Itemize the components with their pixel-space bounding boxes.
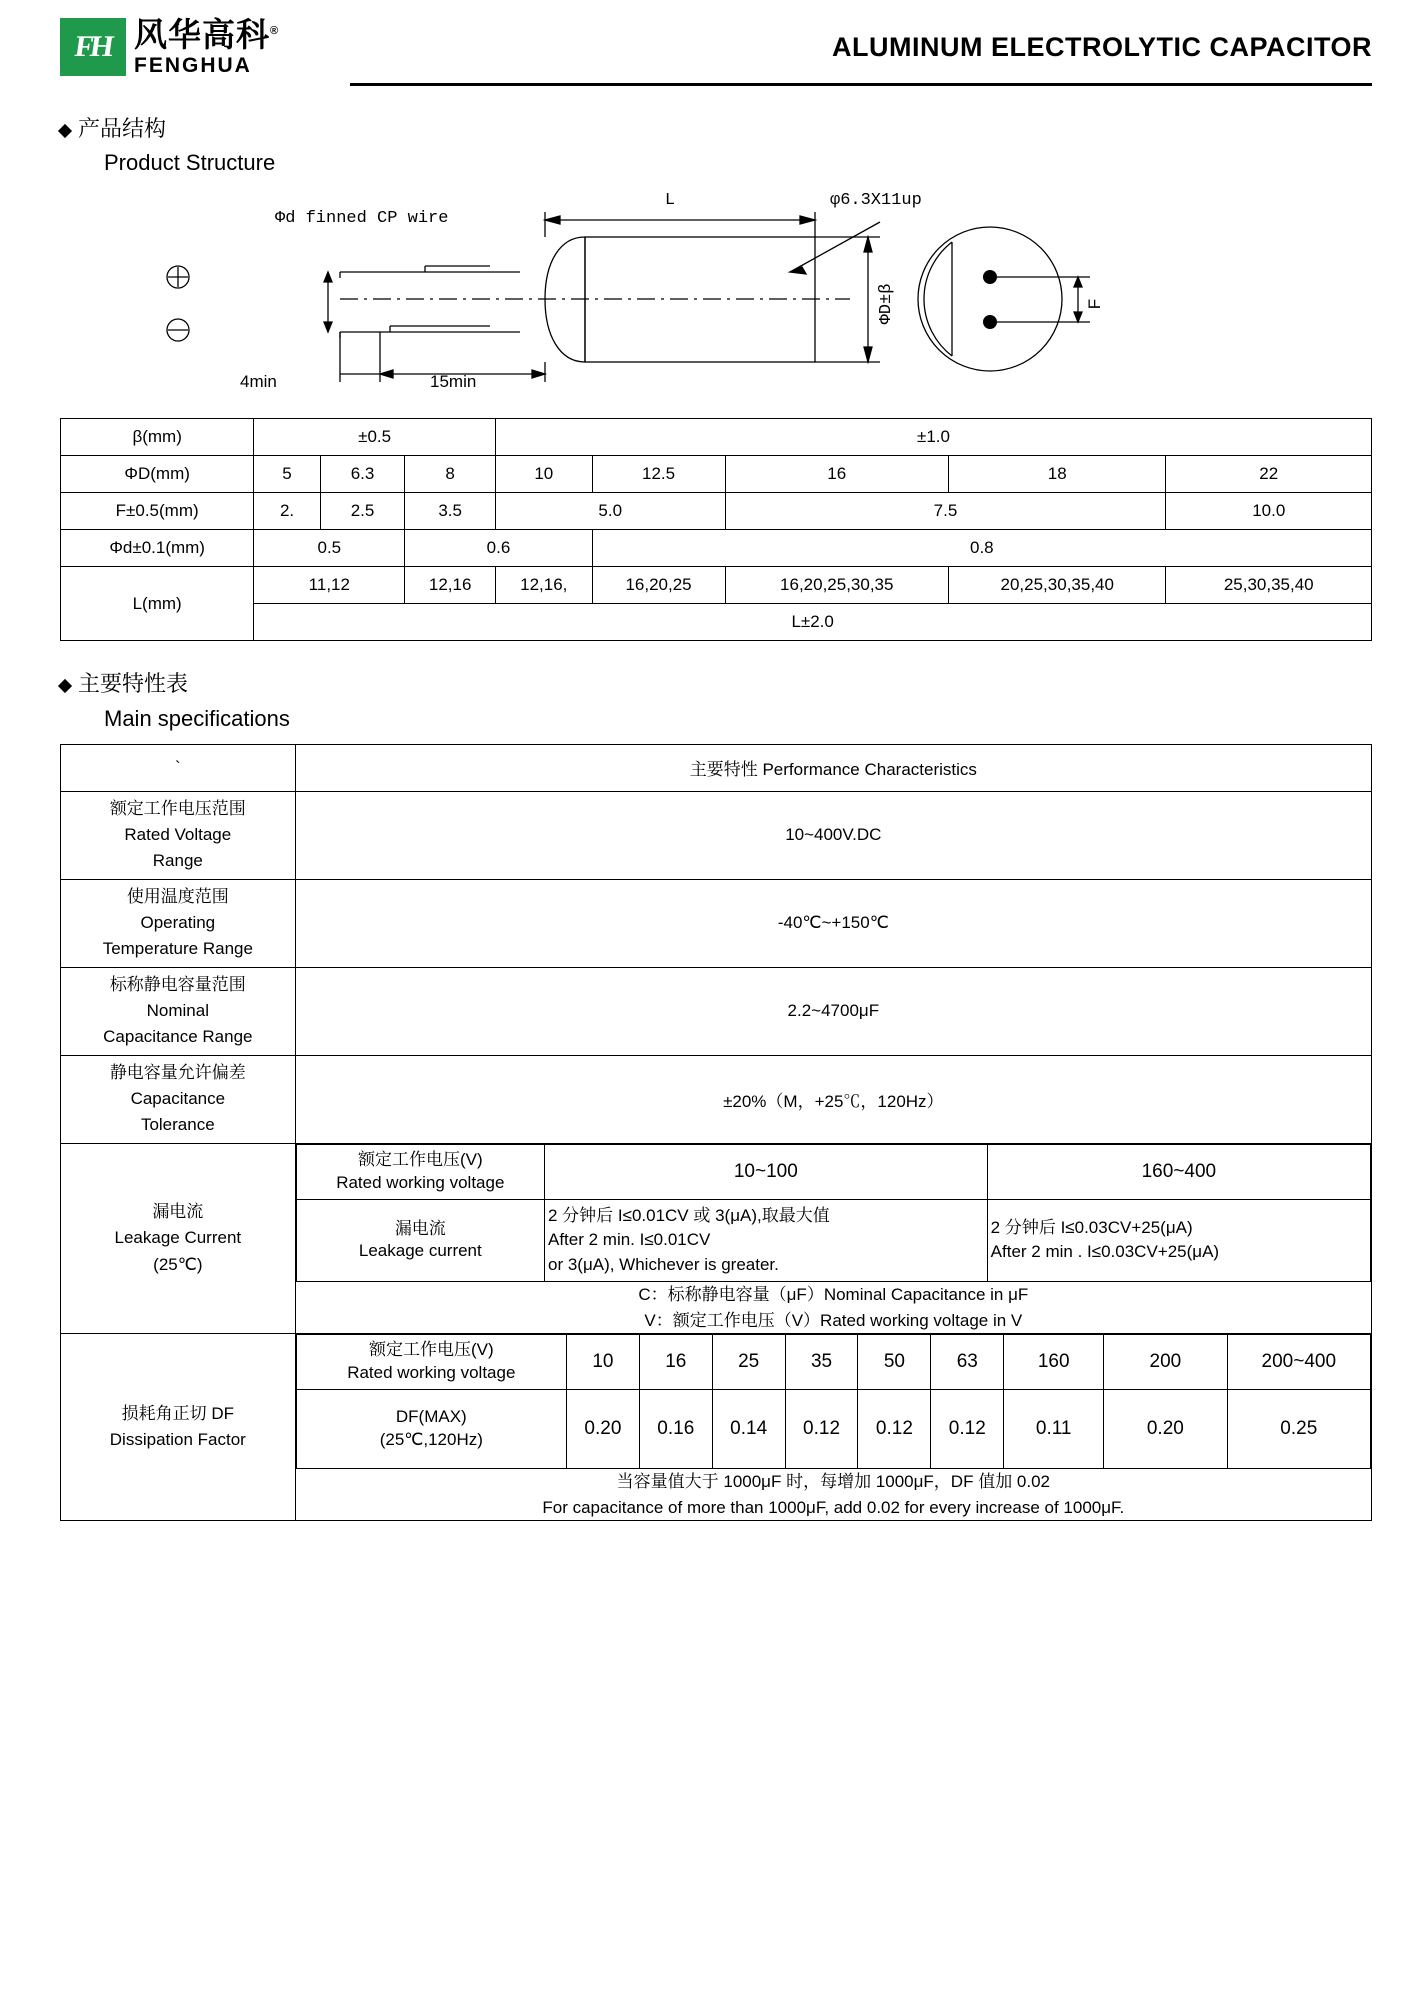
spec-column-header: 主要特性 Performance Characteristics [295,744,1371,791]
leakage-current-value-1 [544,1199,987,1282]
row-label-phid: Φd±0.1(mm) [61,530,254,567]
L-16-20-25: 16,20,25 [592,567,725,604]
leakage-nested-table [296,1144,1371,1334]
main-specs-title-en: Main specifications [104,705,290,731]
page-header [0,0,1427,77]
label-line: 静电容量允许偏差 [109,1062,246,1082]
phiD-16: 16 [725,456,949,493]
table-row [61,1143,1372,1334]
product-structure-heading [60,116,1372,142]
logo-mark-text: FH [72,30,114,64]
registered-mark-icon: ® [270,25,280,37]
df-value-10: 0.20 [566,1390,639,1469]
label-line: Range [152,851,203,871]
row-label-F: F±0.5(mm) [61,493,254,530]
df-voltage-200-400: 200~400 [1227,1335,1370,1390]
table-row [61,879,1372,967]
df-value-200-400: 0.25 [1227,1390,1370,1469]
drawing-label-phi63: φ6.3X11up [830,191,922,211]
spec-label-capacitance-range [61,967,296,1055]
table-row [296,1469,1370,1495]
label-line: 标称静电容量范围 [109,974,246,994]
df-value-200: 0.20 [1104,1390,1227,1469]
label-line: DF(MAX) [395,1407,467,1427]
label-line: 额定工作电压(V) [357,1149,483,1169]
spec-label-temperature-range [61,879,296,967]
product-structure-title-cn: 产品结构 [78,115,167,141]
label-line: Capacitance [130,1088,226,1108]
df-note-cn: 当容量值大于 1000μF 时，每增加 1000μF，DF 值加 0.02 [616,1472,1050,1492]
logo-text-block [134,18,279,77]
drawing-label-4min: 4min [240,372,277,392]
F-3p5: 3.5 [405,493,496,530]
label-line: Nominal [146,1000,209,1020]
df-voltage-25: 25 [712,1335,785,1390]
capacitor-technical-drawing [60,182,1372,402]
phiD-8: 8 [405,456,496,493]
label-line: 额定工作电压(V) [368,1340,494,1360]
drawing-label-15min: 15min [430,372,477,392]
L-16-35: 16,20,25,30,35 [725,567,949,604]
F-2: 2. [254,493,320,530]
table-row [61,567,1372,604]
dimension-table [60,418,1372,641]
label-line: Operating [140,912,216,932]
phiD-5: 5 [254,456,320,493]
value-line: 2 分钟后 I≤0.03CV+25(μA) [990,1217,1193,1237]
df-voltage-160: 160 [1004,1335,1104,1390]
df-voltage-200: 200 [1104,1335,1227,1390]
spec-corner-cell: ` [61,744,296,791]
L-20-40: 20,25,30,35,40 [949,567,1166,604]
spec-label-capacitance-tolerance [61,1055,296,1143]
product-structure-title-en: Product Structure [104,150,276,176]
phiD-6p3: 6.3 [320,456,405,493]
table-row [61,456,1372,493]
label-line: Leakage Current [114,1228,242,1248]
spec-label-dissipation-factor [61,1334,296,1521]
leakage-voltage-range-2: 160~400 [987,1144,1370,1199]
leakage-voltage-label [296,1144,544,1199]
df-value-35: 0.12 [785,1390,858,1469]
label-line: Capacitance Range [103,1027,253,1047]
specifications-table [60,744,1372,1522]
label-line: Leakage current [358,1241,482,1261]
table-row [61,419,1372,456]
label-line: 损耗角正切 DF [121,1404,235,1424]
label-line: Tolerance [140,1115,215,1135]
L-12-16: 12,16 [405,567,496,604]
beta-value-2: ±1.0 [495,419,1371,456]
df-value-50: 0.12 [858,1390,931,1469]
spec-value-capacitance-range: 2.2~4700μF [295,967,1371,1055]
diamond-bullet-icon [58,679,72,693]
label-line: Rated working voltage [336,1172,505,1192]
phid-0p5: 0.5 [254,530,405,567]
F-10p0: 10.0 [1166,493,1372,530]
value-line: After 2 min. I≤0.01CV [547,1230,711,1250]
row-label-phiD: ΦD(mm) [61,456,254,493]
spec-value-rated-voltage: 10~400V.DC [295,791,1371,879]
leakage-note-c: C：标称静电容量（μF）Nominal Capacitance in μF [638,1285,1029,1305]
drawing-label-F: F [1085,298,1104,310]
F-5p0: 5.0 [495,493,725,530]
spec-value-capacitance-tolerance: ±20%（M，+25℃，120Hz） [295,1055,1371,1143]
spec-label-rated-voltage [61,791,296,879]
label-line: Temperature Range [102,939,253,959]
phid-0p6: 0.6 [405,530,592,567]
L-12-16b: 12,16, [495,567,592,604]
df-value-25: 0.14 [712,1390,785,1469]
df-value-63: 0.12 [931,1390,1004,1469]
table-row [296,1335,1370,1390]
leakage-current-value-2 [987,1199,1370,1282]
F-2p5: 2.5 [320,493,405,530]
table-row [296,1495,1370,1521]
df-voltage-10: 10 [566,1335,639,1390]
dissipation-factor-block [295,1334,1371,1521]
label-line: 漏电流 [152,1202,204,1222]
label-line: Dissipation Factor [109,1430,246,1450]
logo-company-name-en: FENGHUA [134,53,252,77]
drawing-label-phiD: ΦD±β [877,283,896,325]
df-voltage-16: 16 [639,1335,712,1390]
value-line: After 2 min . I≤0.03CV+25(μA) [990,1242,1220,1262]
table-row [61,604,1372,641]
label-line: 额定工作电压范围 [109,798,246,818]
label-line: (25℃,120Hz) [379,1430,483,1450]
main-specs-heading [60,671,1372,697]
L-25-40: 25,30,35,40 [1166,567,1372,604]
leakage-current-block [295,1143,1371,1334]
main-specifications-section [0,671,1427,1521]
L-11-12: 11,12 [254,567,405,604]
row-label-beta: β(mm) [61,419,254,456]
label-line: (25℃) [153,1254,203,1274]
table-row [61,967,1372,1055]
df-voltage-label [296,1335,566,1390]
df-value-16: 0.16 [639,1390,712,1469]
header-title-wrap [279,32,1372,63]
L-tolerance: L±2.0 [254,604,1372,641]
table-row [296,1144,1370,1199]
df-voltage-63: 63 [931,1335,1004,1390]
main-specs-title-cn: 主要特性表 [78,671,189,697]
table-row [61,530,1372,567]
table-row [61,1055,1372,1143]
beta-value-1: ±0.5 [254,419,496,456]
value-line: 2 分钟后 I≤0.01CV 或 3(μA),取最大值 [547,1205,830,1225]
table-row [296,1199,1370,1282]
df-value-160: 0.11 [1004,1390,1104,1469]
fenghua-logo-icon [60,18,126,76]
leakage-note-v: V：额定工作电压（V）Rated working voltage in V [644,1310,1023,1330]
logo-cn-text: 风华高科 [134,16,270,53]
label-line: Rated Voltage [124,824,232,844]
drawing-label-L: L [664,191,676,211]
spec-label-leakage-current [61,1143,296,1334]
table-row [296,1282,1370,1308]
df-max-label [296,1390,566,1469]
company-logo [60,18,279,77]
label-line: 漏电流 [394,1218,446,1238]
drawing-svg [90,182,1360,397]
table-row [61,744,1372,791]
phiD-10: 10 [495,456,592,493]
leakage-current-label [296,1199,544,1282]
table-row [296,1308,1370,1334]
table-row [61,493,1372,530]
df-nested-table [296,1334,1371,1520]
label-line: Rated working voltage [347,1363,516,1383]
drawing-label-phi-d: Φd finned CP wire [275,209,449,229]
table-row [61,791,1372,879]
header-divider [350,83,1372,86]
product-structure-section [0,116,1427,641]
value-line: or 3(μA), Whichever is greater. [547,1254,779,1274]
row-label-L: L(mm) [61,567,254,641]
leakage-voltage-range-1: 10~100 [544,1144,987,1199]
df-voltage-50: 50 [858,1335,931,1390]
diamond-bullet-icon [58,124,72,138]
table-row [296,1390,1370,1469]
phid-0p8: 0.8 [592,530,1371,567]
spec-value-temperature-range: -40℃~+150℃ [295,879,1371,967]
df-voltage-35: 35 [785,1335,858,1390]
phiD-22: 22 [1166,456,1372,493]
label-line: 使用温度范围 [126,886,229,906]
F-7p5: 7.5 [725,493,1166,530]
table-row [61,1334,1372,1521]
df-note-en: For capacitance of more than 1000μF, add 0.02 for every increase of 1000μF. [542,1497,1125,1517]
page-title: ALUMINUM ELECTROLYTIC CAPACITOR [832,31,1372,62]
phiD-12p5: 12.5 [592,456,725,493]
phiD-18: 18 [949,456,1166,493]
logo-company-name-cn [134,18,279,53]
